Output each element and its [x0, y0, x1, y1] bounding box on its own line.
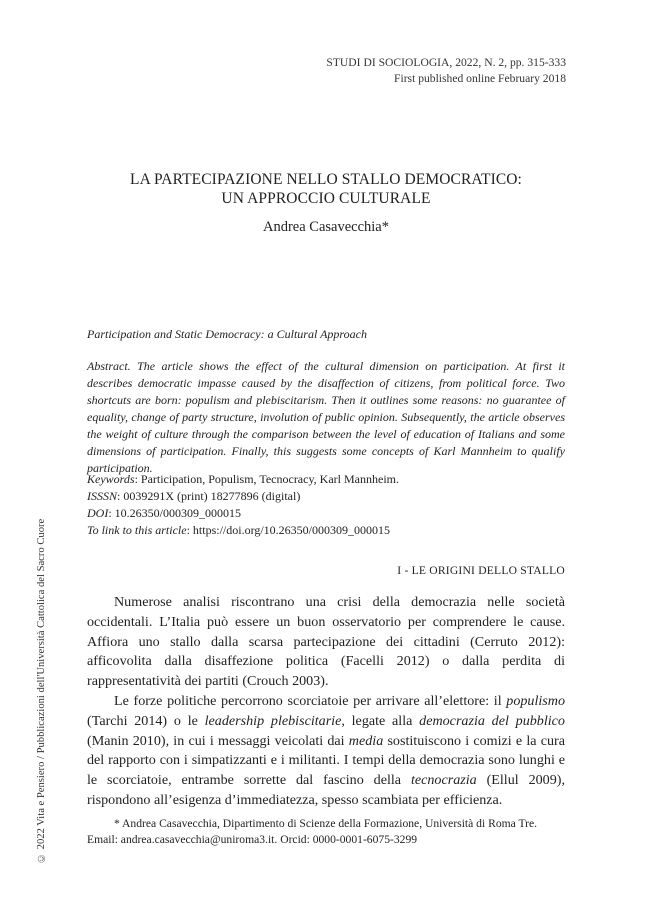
article-metadata: [87, 471, 565, 539]
keywords-value: : Participation, Populism, Tecnocracy, Karl Mannheim.: [134, 472, 399, 486]
paragraph-2: [87, 692, 565, 811]
issn-label: ISSSN: [87, 489, 117, 503]
p2-text-a: Le forze politiche percorrono scorciatoie per arrivare all’elettore: il: [114, 692, 507, 709]
footnote-line-1: * Andrea Casavecchia, Dipartimento di Scienze della Formazione, Università di Roma Tre.: [114, 817, 538, 830]
p2-emphasis-5: tecnocrazia: [410, 772, 477, 789]
p2-text-f: (Ellul 2009), rispondono all’esigenza d’immediatezza, spesso scambiata per efficienza.: [87, 772, 565, 808]
p2-text-d: (Manin 2010), in cui i messaggi veicolati dai: [87, 732, 349, 749]
link-value[interactable]: : https://doi.org/10.26350/000309_000015: [186, 523, 391, 537]
footnote-line-2: Email: andrea.casavecchia@uniroma3.it. Orcid: 0000-0001-6075-3299: [87, 833, 418, 846]
keywords-label: Keywords: [87, 472, 135, 486]
paragraph-1: Numerose analisi riscontrano una crisi della democrazia nelle società occidentali. L’Italia può essere un buon osservatorio per comprendere le cause. Affiora uno stallo dalla scarsa partecipazione dei cittadini (Cerruto 2012): afficovolita dalla disaffezione politica (Facelli 2012) o dalla perdita di rappresentatività dei partiti (Crouch 2003).: [87, 594, 565, 690]
author-footnote: [87, 816, 565, 848]
title-line-2: UN APPROCCIO CULTURALE: [221, 190, 431, 207]
issn-line: [87, 488, 565, 505]
section-heading: I - LE ORIGINI DELLO STALLO: [397, 564, 565, 577]
doi-line: [87, 505, 565, 522]
english-title: Participation and Static Democracy: a Cultural Approach: [87, 327, 367, 341]
p2-emphasis-2: leadership plebiscitarie: [204, 712, 342, 729]
p2-emphasis-4: media: [348, 732, 384, 749]
journal-citation: STUDI DI SOCIOLOGIA, 2022, N. 2, pp. 315-333: [326, 56, 566, 69]
journal-header: [326, 55, 566, 87]
abstract: Abstract. The article shows the effect of the cultural dimension on participation. At first it describes democratic impasse caused by the disaffection of citizens, from political force. Two shortcuts are born: populism and plebiscitarism. Then it outlines some reasons: no guarantee of equality, change of party structure, involution of public opinion. Subsequently, the article observes the weight of culture through the comparison between the level of education of Italians and some dimensions of participation. Finally, this suggests some concepts of Karl Mannheim to qualify participation.: [87, 359, 565, 475]
keywords-line: [87, 471, 565, 488]
p2-emphasis-3: democrazia del pubblico: [419, 712, 565, 729]
p2-text-b: (Tarchi 2014) o le: [87, 712, 205, 729]
body-text: [87, 593, 565, 811]
link-line: [87, 522, 565, 539]
issn-value: : 0039291X (print) 18277896 (digital): [117, 489, 301, 503]
p2-text-c: , legate alla: [341, 712, 420, 729]
link-label: To link to this article: [87, 523, 187, 537]
author-name: Andrea Casavecchia*: [262, 219, 389, 235]
doi-value: : 10.26350/000309_000015: [108, 506, 241, 520]
doi-label: DOI: [87, 506, 109, 520]
p2-text-e: sostituiscono i comizi e la cura del rapporto con i simpatizzanti e i militanti. I tempi della democrazia sono lunghi e le scorciatoie, entrambe sorrette dal fascino della: [87, 732, 566, 789]
p2-emphasis-1: populismo: [506, 692, 565, 709]
title-line-1: LA PARTECIPAZIONE NELLO STALLO DEMOCRATICO:: [130, 171, 522, 188]
article-title: [87, 170, 565, 208]
copyright-sidebar: © 2022 Vita e Pensiero / Pubblicazioni dell'Università Cattolica del Sacro Cuore: [36, 518, 47, 863]
publication-date: First published online February 2018: [394, 72, 566, 85]
